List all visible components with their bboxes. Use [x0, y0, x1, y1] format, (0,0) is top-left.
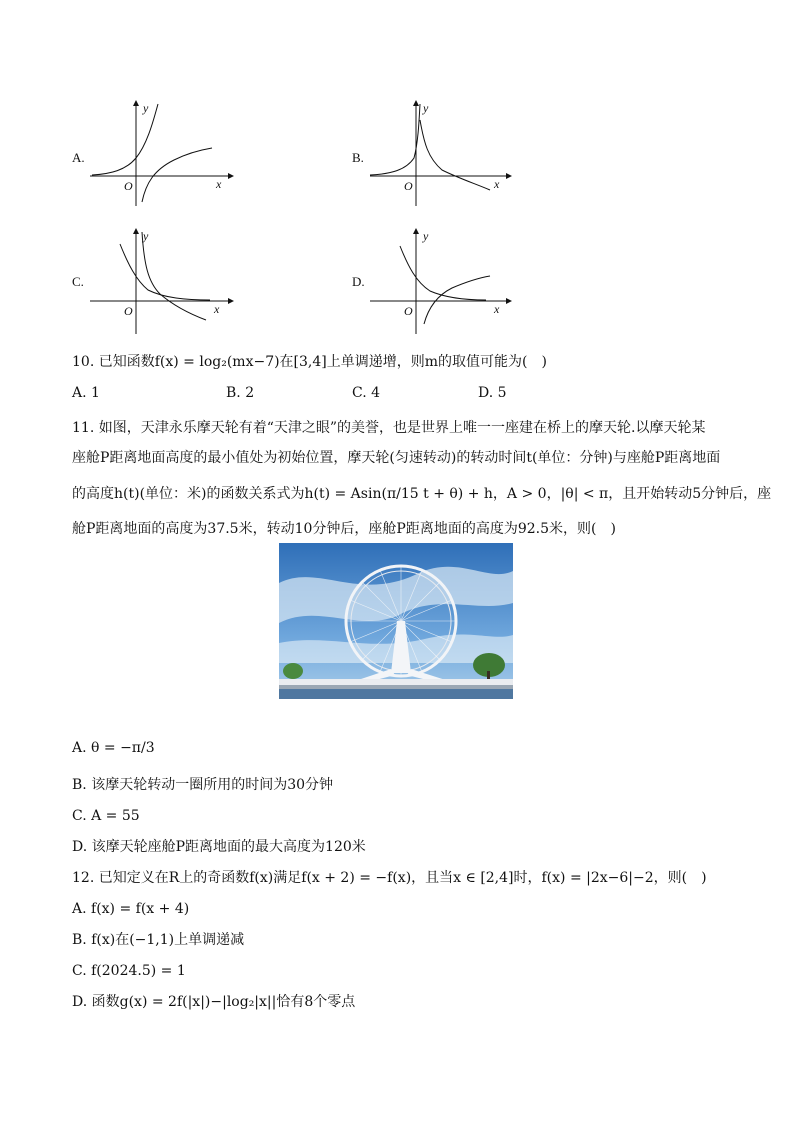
graph-c: [86, 224, 236, 338]
graph-d-x-label: x: [494, 302, 500, 316]
graph-c-origin: O: [124, 304, 133, 318]
q12-stem: 12. 已知定义在R上的奇函数f(x)满足f(x + 2) = −f(x)，且当x ∈ [2,4]时，f(x) = |2x−6|−2，则( ): [72, 870, 707, 886]
q12-option-c[interactable]: C. f(2024.5) = 1: [72, 963, 186, 979]
q11-stem-line1: 11. 如图，天津永乐摩天轮有着“天津之眼”的美誉，也是世界上唯一一座建在桥上的摩天轮.以摩天轮某: [72, 420, 706, 436]
q10-option-d[interactable]: D. 5: [478, 385, 507, 401]
graph-b-origin: O: [404, 179, 413, 193]
graph-d-y-label: y: [423, 229, 429, 243]
graph-d-origin: O: [404, 304, 413, 318]
option-c-label[interactable]: C.: [72, 274, 84, 289]
graph-b-y-label: y: [423, 101, 429, 115]
graph-c-x-label: x: [214, 302, 220, 316]
graph-a-x-label: x: [216, 177, 222, 191]
q12-option-a[interactable]: A. f(x) = f(x + 4): [72, 901, 190, 917]
graph-a-y-label: y: [143, 101, 149, 115]
q11-stem-line3: 的高度h(t)(单位：米)的函数关系式为h(t) = Asin(π/15 t + θ) + h，A > 0，|θ| < π，且开始转动5分钟后，座: [72, 486, 772, 502]
graph-b-x-label: x: [494, 177, 500, 191]
option-a-label[interactable]: A.: [72, 150, 85, 165]
q11-option-b[interactable]: B. 该摩天轮转动一圈所用的时间为30分钟: [72, 777, 334, 793]
q12-option-b[interactable]: B. f(x)在(−1,1)上单调递减: [72, 932, 245, 948]
q10-option-c[interactable]: C. 4: [352, 385, 381, 401]
graph-a: [86, 98, 236, 210]
graph-a-origin: O: [124, 179, 133, 193]
ferris-wheel-photo: [279, 543, 513, 699]
q10-stem: 10. 已知函数f(x) = log₂(mx−7)在[3,4]上单调递增，则m的取值可能为( ): [72, 354, 547, 370]
q11-option-d[interactable]: D. 该摩天轮座舱P距离地面的最大高度为120米: [72, 839, 366, 855]
q12-option-d[interactable]: D. 函数g(x) = 2f(|x|)−|log₂|x||恰有8个零点: [72, 994, 356, 1010]
option-d-label[interactable]: D.: [352, 274, 365, 289]
q11-stem-line2: 座舱P距离地面高度的最小值处为初始位置，摩天轮(匀速转动)的转动时间t(单位：分钟)与座舱P距离地面: [72, 450, 721, 466]
graph-d: [366, 224, 516, 338]
q11-stem-line4: 舱P距离地面的高度为37.5米，转动10分钟后，座舱P距离地面的高度为92.5米，则( ): [72, 521, 616, 537]
graph-b: [366, 98, 516, 210]
option-b-label[interactable]: B.: [352, 150, 364, 165]
q10-option-b[interactable]: B. 2: [226, 385, 255, 401]
q11-option-a[interactable]: A. θ = −π/3: [72, 740, 155, 756]
q10-option-a[interactable]: A. 1: [72, 385, 100, 401]
q11-option-c[interactable]: C. A = 55: [72, 808, 140, 824]
graph-c-y-label: y: [143, 229, 149, 243]
